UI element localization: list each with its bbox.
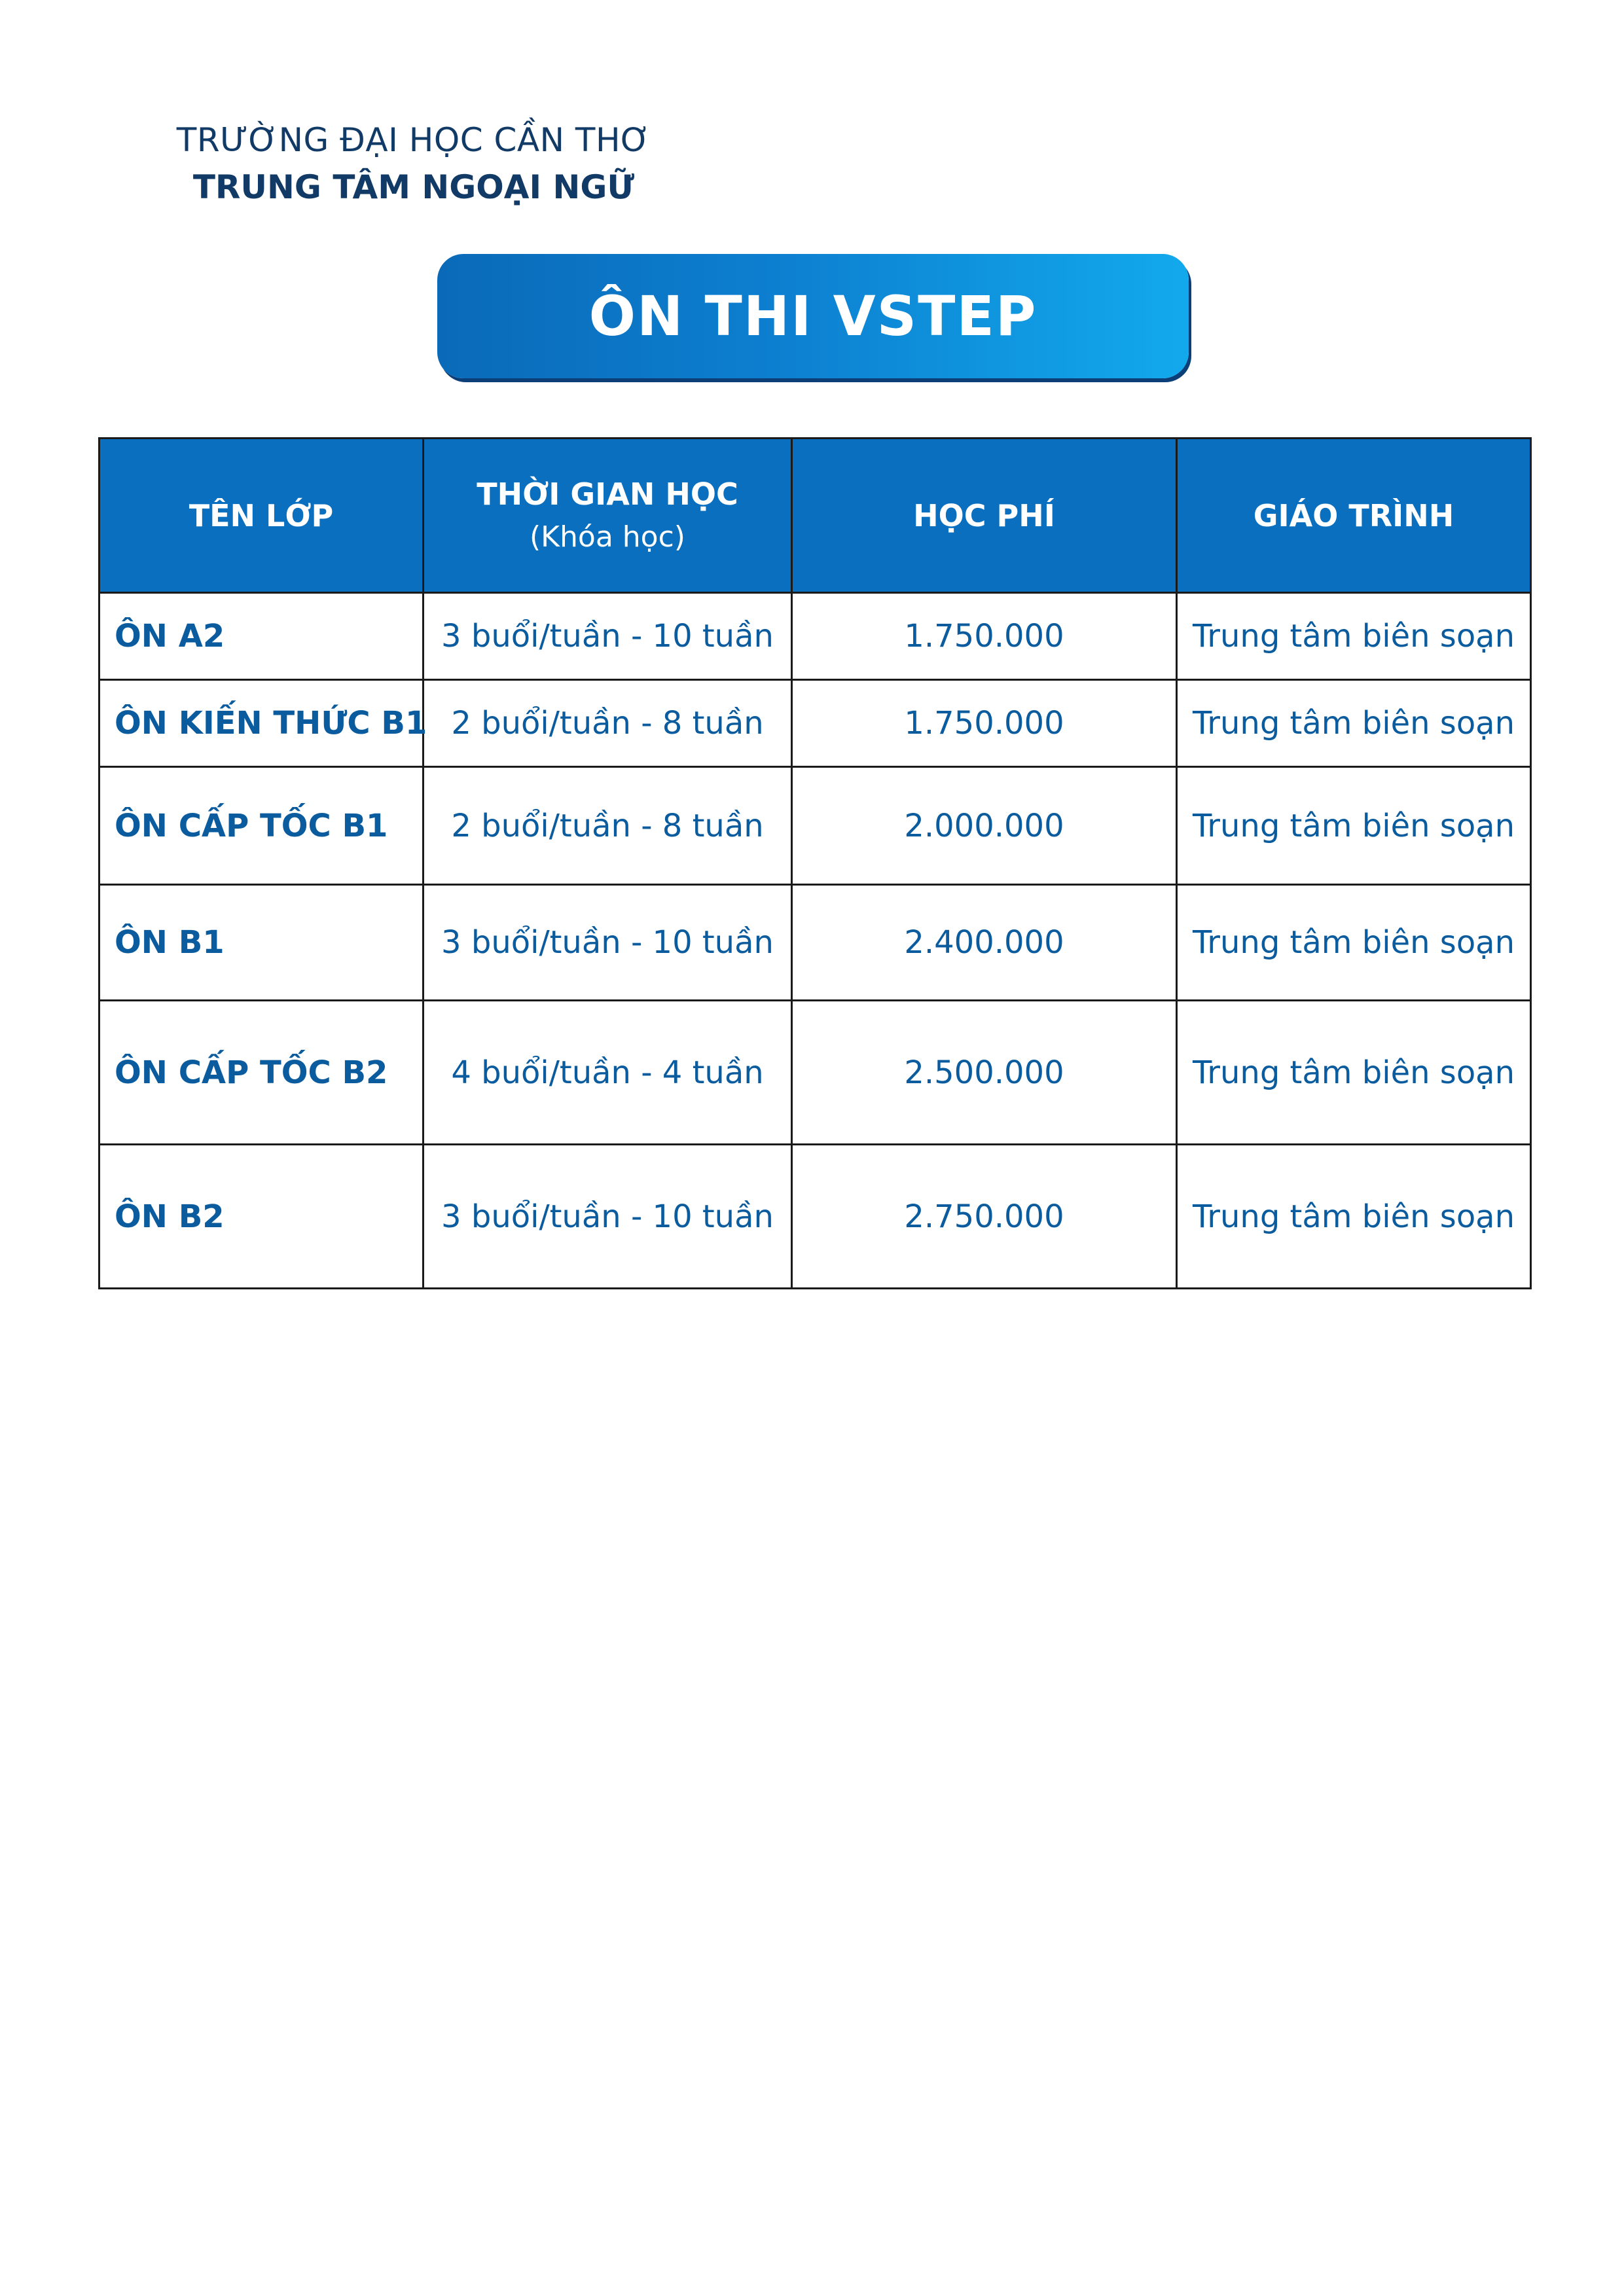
schedule-cell: 3 buổi/tuần - 10 tuần: [424, 593, 792, 680]
class-name-cell: ÔN CẤP TỐC B2: [99, 1001, 424, 1145]
table-row: [99, 1001, 1531, 1145]
material-cell: Trung tâm biên soạn: [1177, 767, 1531, 885]
column-header-label: GIÁO TRÌNH: [1253, 497, 1454, 533]
fee-cell: 2.750.000: [792, 1145, 1177, 1289]
material-cell: Trung tâm biên soạn: [1177, 1145, 1531, 1289]
column-header-fee: [792, 439, 1177, 593]
table-row: [99, 767, 1531, 885]
material-cell: Trung tâm biên soạn: [1177, 885, 1531, 1001]
fee-cell: 2.500.000: [792, 1001, 1177, 1145]
column-header-label: HỌC PHÍ: [913, 497, 1055, 533]
table-header-row: [99, 439, 1531, 593]
fee-cell: 2.400.000: [792, 885, 1177, 1001]
university-name: TRƯỜNG ĐẠI HỌC CẦN THƠ: [176, 121, 651, 159]
column-header-label: TÊN LỚP: [189, 497, 334, 533]
fee-cell: 1.750.000: [792, 680, 1177, 767]
column-header-class-name: [99, 439, 424, 593]
fee-table: [98, 437, 1532, 1289]
material-cell: Trung tâm biên soạn: [1177, 1001, 1531, 1145]
material-cell: Trung tâm biên soạn: [1177, 593, 1531, 680]
class-name-cell: ÔN CẤP TỐC B1: [99, 767, 424, 885]
table-row: [99, 1145, 1531, 1289]
column-header-label: THỜI GIAN HỌC: [477, 476, 738, 512]
class-name-cell: ÔN B1: [99, 885, 424, 1001]
schedule-cell: 2 buổi/tuần - 8 tuần: [424, 680, 792, 767]
center-name: TRUNG TÂM NGOẠI NGỮ: [192, 168, 635, 206]
class-name-cell: ÔN KIẾN THỨC B1: [99, 680, 424, 767]
table-row: [99, 885, 1531, 1001]
table-row: [99, 680, 1531, 767]
schedule-cell: 4 buổi/tuần - 4 tuần: [424, 1001, 792, 1145]
fee-cell: 2.000.000: [792, 767, 1177, 885]
schedule-cell: 3 buổi/tuần - 10 tuần: [424, 885, 792, 1001]
table-row: [99, 593, 1531, 680]
page-title: ÔN THI VSTEP: [588, 284, 1038, 348]
schedule-cell: 2 buổi/tuần - 8 tuần: [424, 767, 792, 885]
column-header-material: [1177, 439, 1531, 593]
schedule-cell: 3 buổi/tuần - 10 tuần: [424, 1145, 792, 1289]
title-banner: [437, 254, 1189, 378]
class-name-cell: ÔN A2: [99, 593, 424, 680]
column-header-sublabel: (Khóa học): [530, 520, 685, 554]
page-header: [152, 117, 676, 211]
fee-cell: 1.750.000: [792, 593, 1177, 680]
class-name-cell: ÔN B2: [99, 1145, 424, 1289]
material-cell: Trung tâm biên soạn: [1177, 680, 1531, 767]
column-header-schedule: [424, 439, 792, 593]
